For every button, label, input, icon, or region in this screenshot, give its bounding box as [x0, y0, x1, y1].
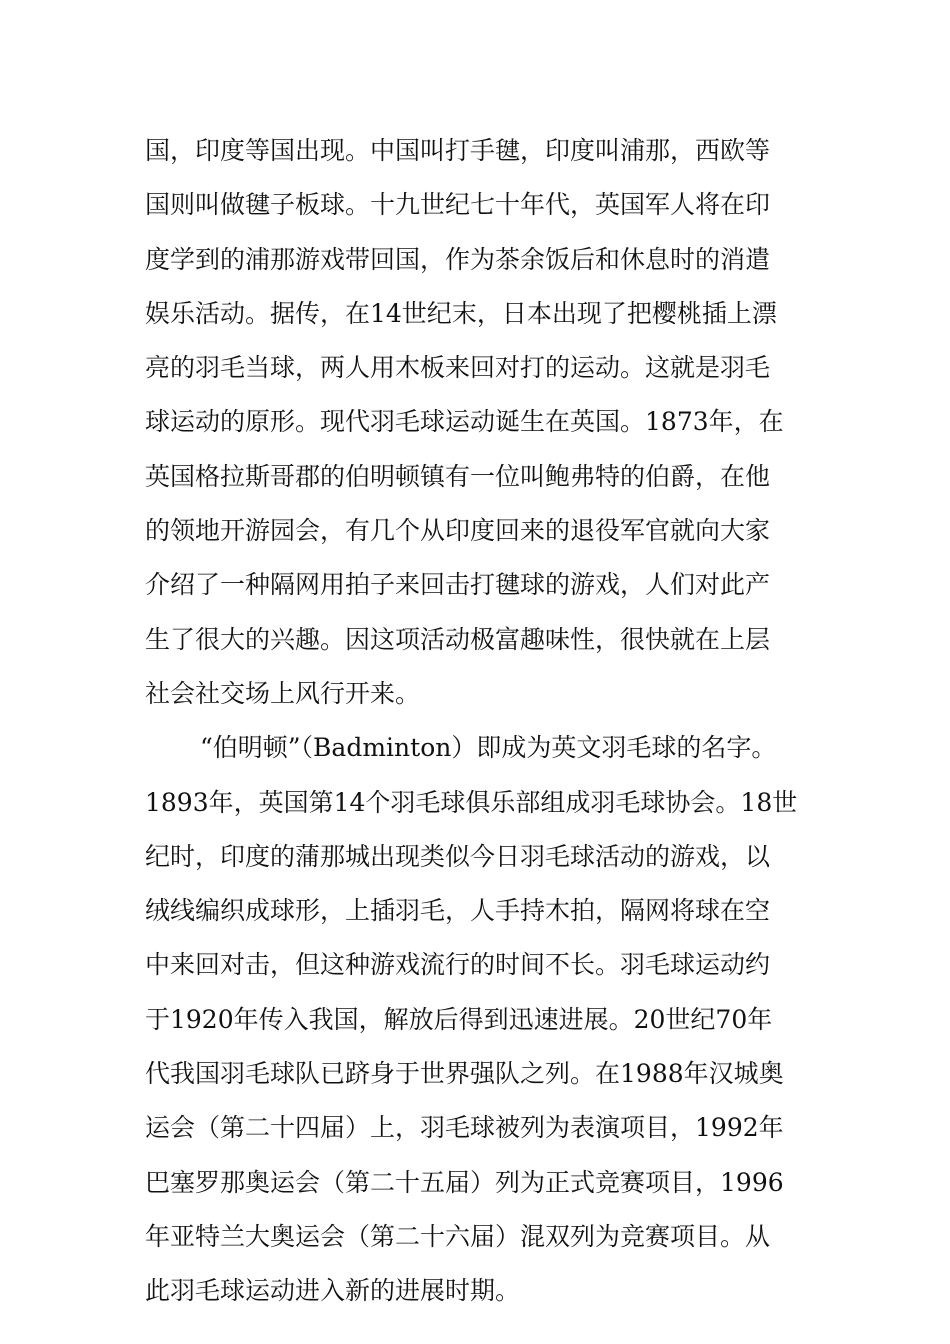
- text-line: 亮的羽毛当球，两人用木板来回对打的运动。这就是羽毛: [145, 353, 771, 383]
- text-line: 巴塞罗那奥运会（第二十五届）列为正式竞赛项目，1996: [145, 1167, 784, 1197]
- text-line: 年亚特兰大奥运会（第二十六届）混双列为竞赛项目。从: [145, 1221, 771, 1251]
- text-line: 1893年，英国第14个羽毛球俱乐部组成羽毛球协会。18世: [145, 787, 798, 817]
- text-line: 绒线编织成球形，上插羽毛，人手持木拍，隔网将球在空: [145, 896, 771, 926]
- paragraph-1: [145, 124, 825, 721]
- text-line: 球运动的原形。现代羽毛球运动诞生在英国。1873年，在: [145, 407, 784, 437]
- text-line: 代我国羽毛球队已跻身于世界强队之列。在1988年汉城奥: [145, 1059, 784, 1089]
- text-line: 度学到的浦那游戏带回国，作为茶余饭后和休息时的消遣: [145, 244, 771, 274]
- text-line: 国则叫做毽子板球。十九世纪七十年代，英国军人将在印: [145, 190, 771, 220]
- text-line: 此羽毛球运动进入新的进展时期。: [145, 1276, 521, 1306]
- text-line: 中来回对击，但这种游戏流行的时间不长。羽毛球运动约: [145, 950, 771, 980]
- text-line: 介绍了一种隔网用拍子来回击打毽球的游戏，人们对此产: [145, 570, 771, 600]
- text-line: 生了很大的兴趣。因这项活动极富趣味性，很快就在上层: [145, 624, 771, 654]
- text-line: 运会（第二十四届）上，羽毛球被列为表演项目，1992年: [145, 1113, 784, 1143]
- text-line: 社会社交场上风行开来。: [145, 678, 421, 708]
- body-text: [145, 124, 825, 1319]
- text-line: 国，印度等国出现。中国叫打手毽，印度叫浦那，西欧等: [145, 136, 771, 165]
- text-line: 的领地开游园会，有几个从印度回来的退役军官就向大家: [145, 516, 771, 546]
- text-line: 英国格拉斯哥郡的伯明顿镇有一位叫鲍弗特的伯爵，在他: [145, 461, 771, 491]
- text-line: 纪时，印度的蒲那城出现类似今日羽毛球活动的游戏，以: [145, 841, 771, 871]
- text-line: 于1920年传入我国，解放后得到迅速进展。20世纪70年: [145, 1004, 773, 1034]
- paragraph-2: [145, 721, 825, 1318]
- text-line: “伯明顿”（Badminton）即成为英文羽毛球的名字。: [200, 733, 777, 763]
- text-line: 娱乐活动。据传，在14世纪末，日本出现了把樱桃插上漂: [145, 298, 777, 328]
